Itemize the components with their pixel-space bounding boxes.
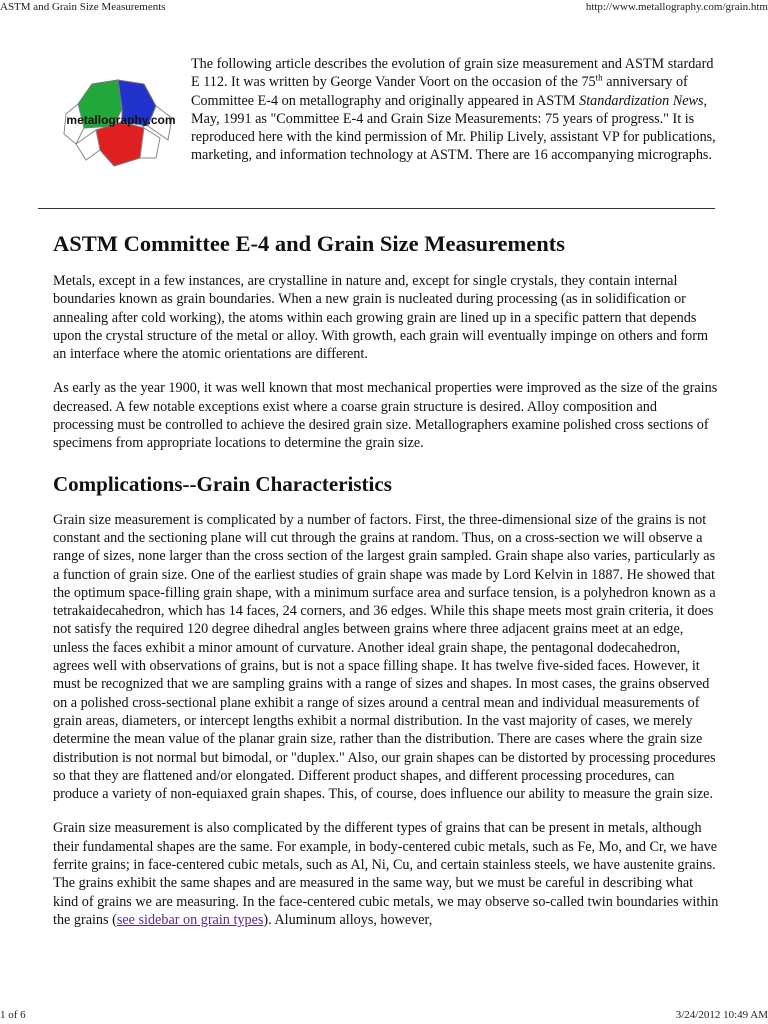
paragraph-4 (53, 819, 719, 929)
page-header-url: http://www.metallography.com/grain.htm (585, 1, 768, 13)
intro-part1: The following article describes the evolution of grain size measurement and ASTM stardard E 112. It was written by George Vander Voort on the occasion of the 75 (191, 56, 714, 91)
article-title: ASTM Committee E-4 and Grain Size Measurements (53, 231, 566, 256)
page-header-title: ASTM and Grain Size Measurements (0, 1, 166, 13)
paragraph-2: As early as the year 1900, it was well known that most mechanical properties were improved as the size of the grains decreased. A few notable exceptions exist where a coarse grain structure is desired. Alloy composition and processing must be controlled to achieve the desired grain size. Metallographers examine polished cross sections of specimens from appropriate locations to determine the grain size. (53, 380, 718, 452)
page-footer-datetime: 3/24/2012 10:49 AM (675, 1009, 768, 1021)
intro-journal: Standardization News (579, 92, 704, 109)
intro-paragraph (191, 55, 721, 165)
paragraph-4-tail: ). Aluminum alloys, however, (263, 911, 433, 928)
paragraph-3: Grain size measurement is complicated by a number of factors. First, the three-dimensional size of the grains is not constant and the sectioning plane will cut through the grains at random. Thus, on a cross-section we will observe a range of sizes, none larger than the cross section of the largest grain sampled. Grain shape also varies, particularly as a function of grain size. One of the earliest studies of grain shape was made by Lord Kelvin in 1887. He showed that the optimum space-filling grain shape, with a minimum surface area and surface tension, is a polyhedron known as a tetrakaidecahedron, which has 14 faces, 24 corners, and 36 edges. While this shape meets most grain criteria, it does not satisfy the required 120 degree dihedral angles between grains where three adjacent grains meet at an edge, unless the faces exhibit a minor amount of curvature. Another ideal grain shape, the pentagonal dodecahedron, agrees well with observations of grains, but is not a space filling shape. It has twelve five-sided faces. However, it must be recognized that we are sampling grains with a range of sizes and shapes. In most cases, the grains observed on a polished cross-sectional plane exhibit a range of sizes around a central mean and individual measurements of grain areas, diameters, or intercept lengths exhibit a normal distribution. In the vast majority of cases, we merely determine the mean value of the planar grain size, rather than the distribution. There are cases where the grain size distribution is not normal but bimodal, or "duplex." Also, our grain shapes can be distorted by processing procedures so that they are flattened and/or elongated. Different product shapes, and different processing procedures, can produce a variety of non-equiaxed grain shapes. This, of course, does influence our ability to measure the grain size. (53, 511, 716, 803)
metallography-logo (56, 74, 186, 174)
page-footer-page-number: 1 of 6 (0, 1009, 26, 1021)
paragraph-4-text: Grain size measurement is also complicated by the different types of grains that can be present in metals, although their fundamental shapes are the same. For example, in body-centered cubic metals, such as Fe, Mo, and Cr, we have ferrite grains; in face-centered cubic metals, such as Al, Ni, Cu, and certain stainless steels, we have austenite grains. The grains exhibit the same shapes and are measured in the same way, but we must be careful in describing what kind of grains we are measuring. In the face-centered cubic metals, we may observe so-called twin boundaries within the grains ( (53, 820, 719, 928)
intro-superscript: th (595, 72, 603, 83)
intro-part2: anniversary of Committee E-4 on metallography and originally appeared in ASTM (191, 74, 688, 109)
article-content (53, 222, 719, 945)
logo-text: metallography.com (66, 113, 176, 127)
grain-types-sidebar-link[interactable]: see sidebar on grain types (116, 911, 264, 928)
intro-part3: , May, 1991 as "Committee E-4 and Grain Size Measurements: 75 years of progress." It is reproduced here with the kind permission of Mr. Philip Lively, assistant VP for publications, marketing, and information technology at ASTM. There are 16 accompanying micrographs. (191, 92, 716, 164)
horizontal-divider (38, 208, 715, 209)
paragraph-1: Metals, except in a few instances, are crystalline in nature and, except for single crystals, they contain internal boundaries known as grain boundaries. When a new grain is nucleated during processing (as in solidification or annealing after cold working), the atoms within each growing grain are lined up in a specific pattern that depends upon the crystal structure of the metal or alloy. With growth, each grain will eventually impinge on others and form an interface where the atomic orientations are different. (53, 273, 709, 363)
section-heading: Complications--Grain Characteristics (53, 471, 392, 496)
logo-red-grain (96, 122, 144, 166)
